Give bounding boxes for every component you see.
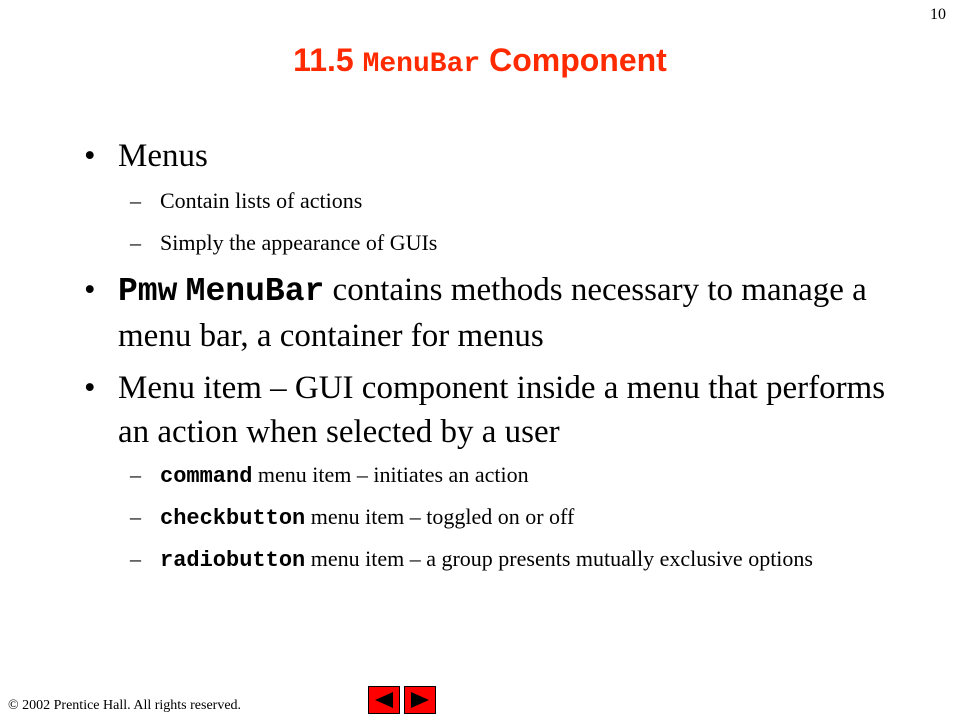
bullet-pmw-menubar	[84, 268, 904, 358]
code-menubar: MenuBar	[185, 273, 325, 310]
sub-text: Simply the appearance of GUIs	[160, 230, 438, 255]
copyright-icon: ©	[8, 698, 19, 713]
sub-bullet-simply-appearance	[84, 226, 904, 260]
bullet-text: contains methods necessary to manage a menu bar, a container for menus	[118, 272, 867, 354]
title-suffix: Component	[480, 42, 667, 78]
bullet-dot: •	[84, 138, 96, 174]
sub-dash: –	[130, 188, 141, 213]
footer-copyright	[8, 698, 241, 714]
code-radiobutton: radiobutton	[160, 548, 306, 573]
sub-dash: –	[130, 546, 141, 571]
slide-navigation	[368, 686, 436, 714]
bullet-text: Menus	[118, 138, 208, 174]
code-command: command	[160, 464, 253, 489]
sub-text: menu item – a group presents mutually exclusive options	[305, 546, 813, 571]
bullet-text: Menu item – GUI component inside a menu that performs an action when selected by a user	[118, 370, 886, 450]
code-checkbutton: checkbutton	[160, 506, 306, 531]
sub-dash: –	[130, 504, 141, 529]
sub-bullet-contain-lists	[84, 184, 904, 218]
code-pmw: Pmw	[118, 273, 178, 310]
bullet-dot: •	[84, 370, 96, 406]
sub-text: menu item – toggled on or off	[305, 504, 575, 529]
sub-dash: –	[130, 230, 141, 255]
bullet-menu-item	[84, 366, 904, 454]
slide-content	[84, 134, 904, 578]
previous-slide-button[interactable]	[368, 686, 400, 714]
left-triangle-icon	[373, 690, 395, 710]
slide-title	[0, 42, 960, 80]
title-code: MenuBar	[362, 49, 481, 80]
next-slide-button[interactable]	[404, 686, 436, 714]
sub-bullet-checkbutton	[84, 500, 904, 536]
sub-text: Contain lists of actions	[160, 188, 363, 213]
page-number: 10	[930, 6, 946, 23]
sub-text: menu item – initiates an action	[252, 462, 529, 487]
bullet-menus	[84, 134, 904, 178]
sub-dash: –	[130, 462, 141, 487]
bullet-dot: •	[84, 272, 96, 308]
sub-bullet-command	[84, 458, 904, 494]
right-triangle-icon	[409, 690, 431, 710]
title-prefix: 11.5	[293, 42, 363, 78]
copyright-text: 2002 Prentice Hall. All rights reserved.	[18, 698, 242, 713]
sub-bullet-radiobutton	[84, 542, 860, 578]
